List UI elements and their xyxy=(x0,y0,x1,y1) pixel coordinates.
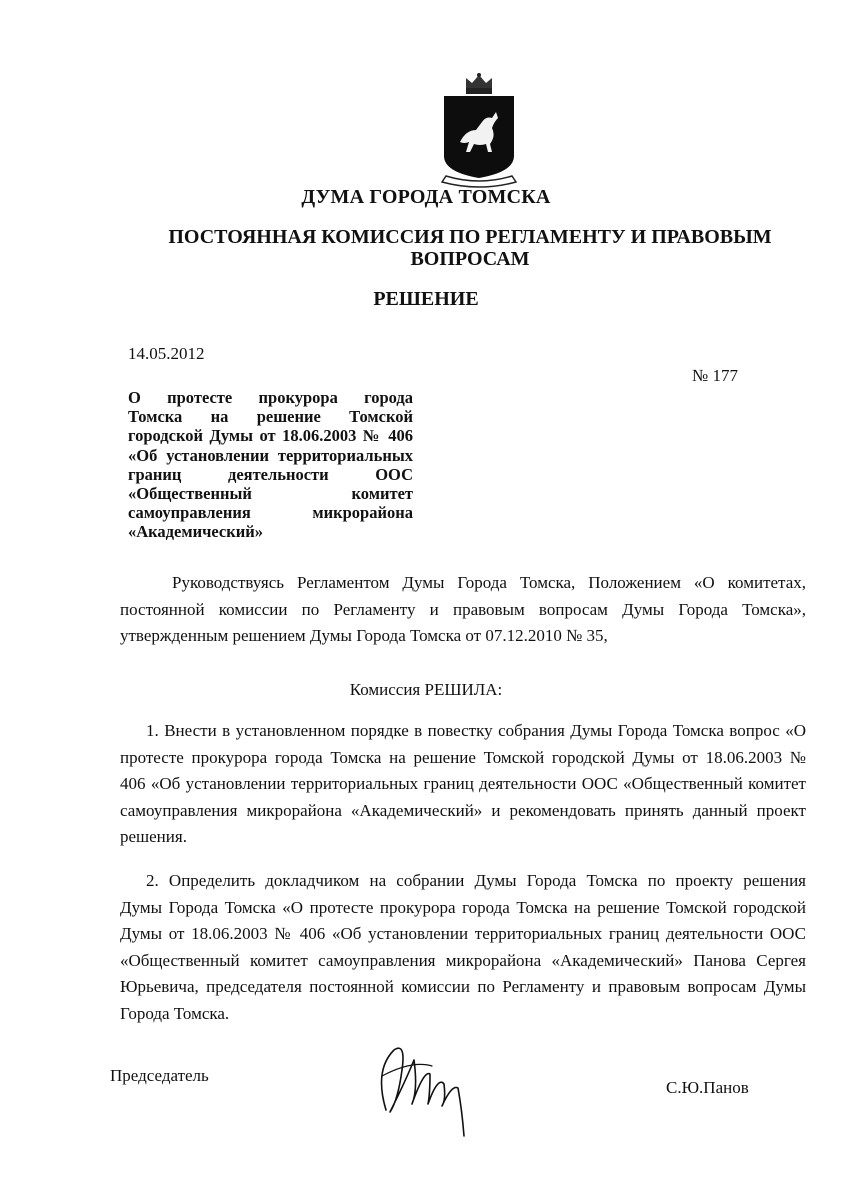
coat-of-arms-emblem xyxy=(436,72,522,190)
duma-title: ДУМА ГОРОДА ТОМСКА xyxy=(301,186,551,208)
decision-number: № 177 xyxy=(692,366,738,385)
handwritten-signature xyxy=(372,1040,472,1140)
item-line: решения. xyxy=(120,827,187,846)
item-line: 406 «Об установлении территориальных границ деятельности ООС «Общественный комитет xyxy=(120,774,806,793)
item-line: самоуправления микрорайона «Академический» и рекомендовать принять данный проект xyxy=(120,800,806,820)
decision-item-2 xyxy=(120,868,806,1027)
item-line: протесте прокурора города Томска на решение Томской городской Думы от 18.06.2003 № xyxy=(120,747,806,767)
crown-icon xyxy=(466,73,492,94)
commission-title: ПОСТОЯННАЯ КОМИССИЯ ПО РЕГЛАМЕНТУ И ПРАВОВЫМ ВОПРОСАМ xyxy=(168,226,772,270)
item-line: Думы от 18.06.2003 № 406 «Об установлении территориальных границ деятельности ООС xyxy=(120,924,806,943)
preamble-line: Руководствуясь Регламентом Думы Города Томска, Положением «О комитетах, xyxy=(172,573,806,592)
subject-line: «Академический» xyxy=(128,522,264,542)
subject-line: О протесте прокурора города xyxy=(128,388,413,407)
decision-subject xyxy=(128,388,413,542)
item-line: Юрьевича, председателя постоянной комиссии по Регламенту и правовым вопросам Думы xyxy=(120,977,806,996)
subject-line: городской Думы от 18.06.2003 № 406 xyxy=(128,426,413,446)
item-line: 1. Внести в установленном порядке в повестку собрания Думы Города Томска вопрос «О xyxy=(146,721,806,740)
decision-item-1 xyxy=(120,718,806,851)
decision-date: 14.05.2012 xyxy=(128,344,205,363)
subject-line: «Об установлении территориальных xyxy=(128,445,413,465)
item-line: Думы Города Томска «О протесте прокурора города Томска на решение Томской городской xyxy=(120,897,806,917)
preamble-line: утвержденным решением Думы Города Томска от 07.12.2010 № 35, xyxy=(120,626,608,645)
signatory-role: Председатель xyxy=(110,1066,209,1085)
subject-line: Томска на решение Томской xyxy=(128,407,413,427)
preamble-paragraph xyxy=(120,570,806,650)
item-line: 2. Определить докладчиком на собрании Думы Города Томска по проекту решения xyxy=(146,871,806,890)
document-type-title: РЕШЕНИЕ xyxy=(373,288,479,310)
item-line: Города Томска. xyxy=(120,1003,230,1023)
commission-decided-heading: Комиссия РЕШИЛА: xyxy=(349,680,503,699)
subject-line: границ деятельности ООС xyxy=(128,464,413,484)
subject-line: самоуправления микрорайона xyxy=(128,503,413,523)
item-line: «Общественный комитет самоуправления микрорайона «Академический» Панова Сергея xyxy=(120,950,806,970)
preamble-line: постоянной комиссии по Регламенту и правовым вопросам Думы Города Томска», xyxy=(120,599,806,619)
signatory-name: С.Ю.Панов xyxy=(666,1078,749,1097)
subject-line: «Общественный комитет xyxy=(128,484,413,504)
